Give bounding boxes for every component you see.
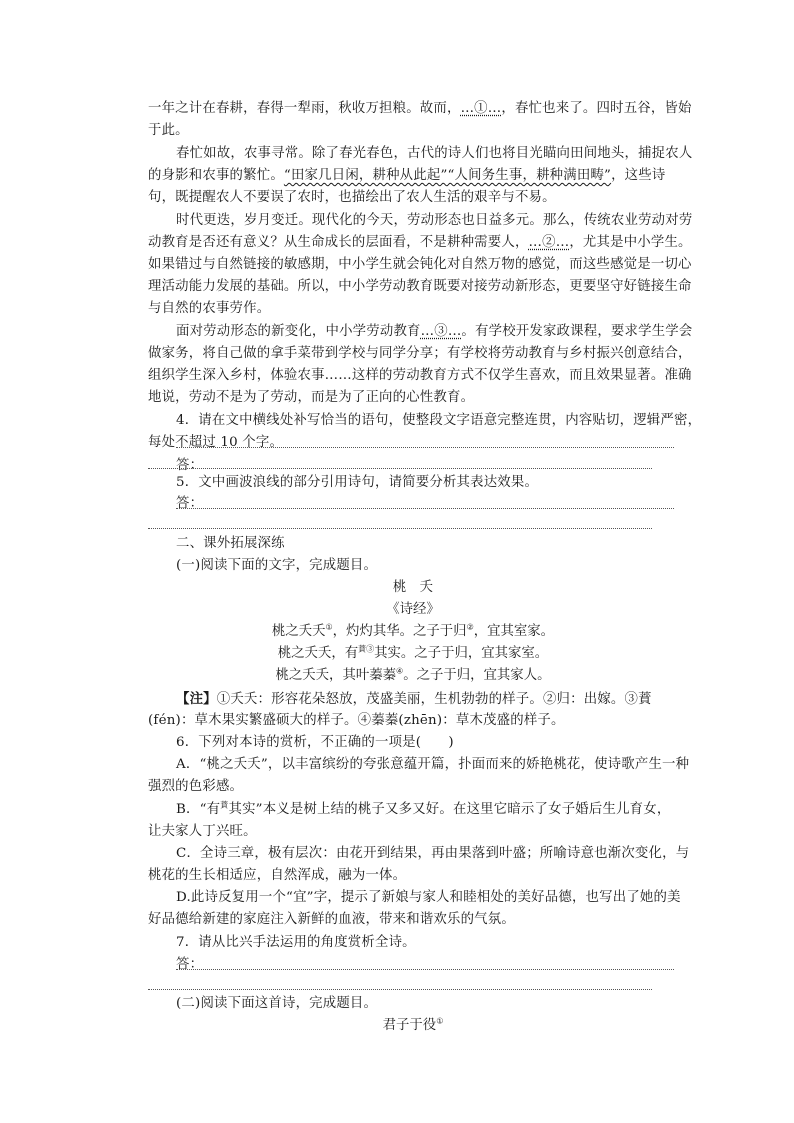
poem-notes: (fén)：草木果实繁盛硕大的样子。④蓁蓁(zhēn)：草木茂盛的样子。: [148, 713, 565, 728]
answer-line-q5[interactable]: [148, 528, 652, 529]
notes-label: 【注】: [176, 691, 217, 707]
option-a[interactable]: A．“桃之夭夭”，以丰富缤纷的夸张意蕴开篇，扑面而来的娇艳桃花，使诗歌产生一种: [176, 757, 690, 772]
poem-title: 君子于役①: [382, 1016, 444, 1033]
answer-line-q4[interactable]: [148, 468, 652, 469]
passage-line: 一年之计在春耕，春得一犁雨，秋收万担粮。故而，…①…，春忙也来了。四时五谷，皆始: [148, 101, 692, 116]
option-b[interactable]: B．“有$^蕡$其实”本义是树上结的桃子又多又好。在这里它暗示了女子婚后生儿育女，: [176, 800, 671, 817]
passage-line: 与自然的农事劳作。: [148, 301, 271, 316]
fill-blank-1[interactable]: …①…: [460, 101, 502, 116]
reading-instruction: (一)阅读下面的文字，完成题目。: [176, 558, 378, 573]
passage-line: 的身影和农事的繁忙。“田家几日闲，耕种从此起”“人间务生事，耕种满田畴”，这些诗: [148, 168, 666, 183]
question-7-text: 7．请从比兴手法运用的角度赏析全诗。: [176, 935, 416, 950]
reading-instruction: (二)阅读下面这首诗，完成题目。: [176, 996, 378, 1011]
poem-title: 桃 夭: [392, 580, 434, 595]
section-heading: 二、课外拓展深练: [176, 536, 285, 551]
passage-line: 面对劳动形态的新变化，中小学劳动教育…③…。有学校开发家政课程，要求学生学会: [176, 324, 693, 339]
question-4-text: 每处不超过 10 个字。: [148, 435, 284, 450]
poem-line: 桃之夭夭，有$^{蕡③}$其实。之子于归，宜其家室。: [277, 644, 549, 661]
passage-line: 组织学生深入乡村，体验农事……这样的劳动教育方式不仅学生喜欢，而且效果显著。准确: [148, 368, 692, 383]
answer-label: 答：: [176, 957, 204, 972]
answer-line-q7[interactable]: [148, 989, 652, 990]
option-d[interactable]: 好品德给新建的家庭注入新鲜的血液，带来和谐欢乐的气氛。: [148, 912, 515, 927]
poem-line: 桃之夭夭，其叶蓁蓁④。之子于归，宜其家人。: [275, 666, 551, 683]
answer-line-q5[interactable]: [176, 508, 674, 509]
passage-line: 时代更迭，岁月变迁。现代化的今天，劳动形态也日益多元。那么，传统农业劳动对劳: [176, 213, 693, 228]
option-c[interactable]: 桃花的生长相适应，自然浑成，融为一体。: [148, 868, 407, 883]
question-5-text: 5．文中画波浪线的部分引用诗句，请简要分析其表达效果。: [176, 475, 539, 490]
passage-line: 于此。: [148, 123, 189, 138]
passage-line: 句，既提醒农人不要误了农时，也描绘出了农人生活的艰辛与不易。: [148, 190, 556, 205]
question-6-stem: 6．下列对本诗的赏析，不正确的一项是( ): [176, 735, 454, 750]
option-d[interactable]: D.此诗反复用一个“宜”字，提示了新娘与家人和睦相处的美好品德，也写出了她的美: [176, 890, 681, 905]
answer-line-q4[interactable]: [176, 447, 674, 448]
answer-label: 答：: [176, 496, 204, 511]
fill-blank-3[interactable]: …③…: [420, 324, 462, 339]
passage-line: 地说，劳动不是为了劳动，而是为了正向的心性教育。: [148, 390, 475, 405]
option-a[interactable]: 强烈的色彩感。: [148, 779, 244, 794]
passage-line: 做家务，将自己做的拿手菜带到学校与同学分享；有学校将劳动教育与乡村振兴创意结合，: [148, 346, 692, 361]
passage-line: 动教育是否还有意义？从生命成长的层面看，不是耕种需要人，…②…，尤其是中小学生。: [148, 235, 692, 250]
poem-source: 《诗经》: [386, 602, 440, 617]
option-c[interactable]: C．全诗三章，极有层次：由花开到结果，再由果落到叶盛；所喻诗意也渐次变化，与: [176, 846, 690, 861]
fill-blank-2[interactable]: …②…: [528, 235, 570, 250]
question-4-text: 4．请在文中横线处补写恰当的语句，使整段文字语意完整连贯，内容贴切，逻辑严密，: [176, 413, 702, 428]
answer-line-q7[interactable]: [176, 969, 674, 970]
passage-line: 春忙如故，农事寻常。除了春光春色，古代的诗人们也将目光瞄向田间地头，捕捉农人: [176, 146, 693, 161]
passage-line: 如果错过与自然链接的敏感期，中小学生就会钝化对自然万物的感觉，而这些感觉是一切心: [148, 257, 692, 272]
poem-notes: 【注】①夭夭：形容花朵怒放，茂盛美丽，生机勃勃的样子。②归：出嫁。③蕡: [176, 691, 652, 707]
wavy-underlined-quote: “田家几日闲，耕种从此起”“人间务生事，耕种满田畴”: [283, 168, 612, 183]
poem-line: 桃之夭夭①，灼灼其华。之子于归②，宜其室家。: [271, 622, 555, 639]
option-b[interactable]: 让夫家人丁兴旺。: [148, 824, 257, 839]
passage-line: 理活动能力发展的基础。所以，中小学劳动教育既要对接劳动新形态，更要坚守好链接生命: [148, 279, 692, 294]
answer-label: 答：: [176, 458, 204, 473]
